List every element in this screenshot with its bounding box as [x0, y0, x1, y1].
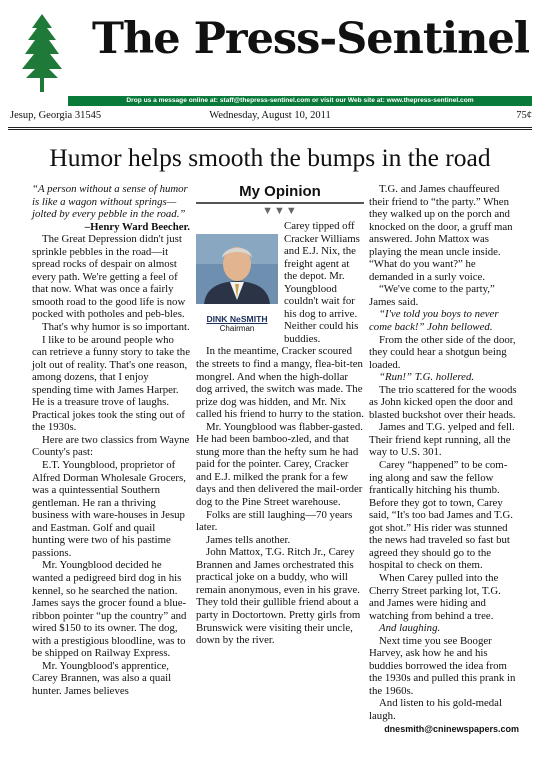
paragraph: That's why humor is so important.	[42, 321, 190, 334]
paragraph: “Run!” T.G. hollered.	[379, 371, 475, 384]
columnist-photo	[196, 234, 278, 304]
paragraph: Folks are still laughing—70 years later.	[196, 508, 353, 534]
contact-bar: Drop us a message online at: staff@thepress-sentinel.com or visit our Web site at: www.thepress-sentinel.com	[68, 96, 532, 106]
paragraph: Carey tipped off Cracker Williams and E.J. Nix, the freight agent at the depot. Mr. Youngblood couldn't wait for his dog to arrive. Neither could his buddies.	[284, 220, 360, 345]
article-column-1	[32, 183, 190, 697]
triangle-ornament-icon: ▼▼▼	[262, 205, 298, 217]
paragraph: Mr. Youngblood was flabber-gasted. He had been bamboo-zled, and that stung more than the hefty sum he had paid for the pointer. Carey, Cracker and E.J. milked the prank for a few days and then delivered the mail-order dog to the Pine Street warehouse.	[196, 420, 363, 509]
columnist-photo-block	[196, 234, 278, 334]
article-column-2	[196, 183, 364, 647]
paragraph: In the meantime, Cracker scoured the streets to find a mangy, flea-bit-ten mongrel. And when the high-dollar dog arrived, the switch was made. The prize dog was hidden, and Mr. Nix called his friend to hurry to the station.	[196, 345, 364, 421]
dateline	[8, 110, 532, 126]
section-title: My Opinion	[196, 183, 364, 204]
paragraph: Mr. Youngblood's apprentice, Carey Brannen, was also a quail hunter. James believes	[32, 659, 172, 697]
paragraph: “I've told you boys to never come back!” John bellowed.	[369, 308, 499, 334]
paragraph: When Carey pulled into the Cherry Street parking lot, T.G. and James were hiding and watching from behind a tree.	[369, 571, 501, 622]
pine-tree-icon	[20, 14, 64, 94]
paragraph: “We've come to the party,” James said.	[369, 283, 495, 308]
price: 75¢	[516, 110, 532, 121]
masthead	[0, 0, 540, 96]
columnist-name: DINK NeSMITH	[206, 314, 268, 324]
issue-date: Wednesday, August 10, 2011	[209, 110, 331, 121]
paragraph: Next time you see Booger Harvey, ask how he and his buddies borrowed the idea from the 1930s and pulled this prank in the 1960s.	[369, 634, 516, 697]
paragraph: And laughing.	[379, 622, 441, 635]
paragraph: From the other side of the door, they could hear a shotgun being loaded.	[369, 333, 516, 371]
paragraph: And listen to his gold-medal laugh.	[369, 697, 502, 722]
paragraph: Mr. Youngblood decided he wanted a pedigreed bird dog in his kennel, so he searched the nation. James says the grocer found a blue-ribbon pointer “up the country” and wired $150 to its owner. The dog, with a prestigious bloodline, was to be shipped on Railway Express.	[32, 559, 187, 660]
epigraph: “A person without a sense of humor is like a wagon without springs—jolted by every pebble in the road.”	[32, 183, 188, 221]
author-email[interactable]: dnesmith@cninewspapers.com	[384, 723, 519, 734]
divider	[8, 129, 532, 130]
headline: Humor helps smooth the bumps in the road	[49, 143, 491, 172]
divider	[8, 127, 532, 128]
columnist-role: Chairman	[219, 324, 255, 333]
paragraph: T.G. and James chauffeured their friend to “the party.” When they walked up on the porch and knocked on the door, a gruff man answered. John Mattox was playing the mean uncle inside. “What do you want?” he demanded in a surly voice.	[369, 183, 513, 283]
paragraph: The trio scattered for the woods as John kicked open the door and blasted buckshot over their heads.	[369, 383, 517, 421]
paragraph: The Great Depression didn't just sprinkle pebbles in the road—it spread rocks of despair on almost every path. We're getting a feel of that now. What was once a fairly smooth road to the good life is now pocked with potholes and peb-bles.	[32, 233, 186, 321]
article-column-3	[369, 183, 519, 735]
paragraph: E.T. Youngblood, proprietor of Alfred Dorman Wholesale Grocers, was a quintessential Southern gentleman. He ran a thriving business with ware-houses in Jesup and Eastman. Golf and quail hunting were two of his pastime passions.	[32, 459, 186, 559]
newspaper-name: The Press-Sentinel	[92, 14, 530, 64]
paragraph: John Mattox, T.G. Ritch Jr., Carey Brannen and James orchestrated this practical joke on a buddy, who will remain anonymous, even in his grave. They told their gullible friend about a party in Doctortown. Pretty girls from Brunswick were visiting their uncle, down by the river.	[196, 546, 361, 647]
paragraph: Here are two classics from Wayne County's past:	[32, 433, 190, 459]
paragraph: I like to be around people who can retrieve a funny story to take the jolt out of reality. That's one reason, among dozens, that I enjoy spending time with James Harper. He is a treasure trove of laughs. Practical jokes took the sting out of the 1930s.	[32, 333, 190, 434]
paragraph: James tells another.	[206, 533, 291, 546]
location: Jesup, Georgia 31545	[10, 110, 102, 121]
paragraph: James and T.G. yelped and fell. Their friend kept running, all the way to U.S. 301.	[369, 421, 515, 459]
epigraph-attribution: –Henry Ward Beecher.	[84, 220, 190, 233]
paragraph: Carey “happened” to be com-ing along and saw the fellow frantically hitching his thumb. Before they got to town, Carey said, “It's too bad James and T.G. got shot.” His rider was stunned the news had traveled so fast but agreed they should go to the hospital to check on them.	[369, 459, 513, 572]
